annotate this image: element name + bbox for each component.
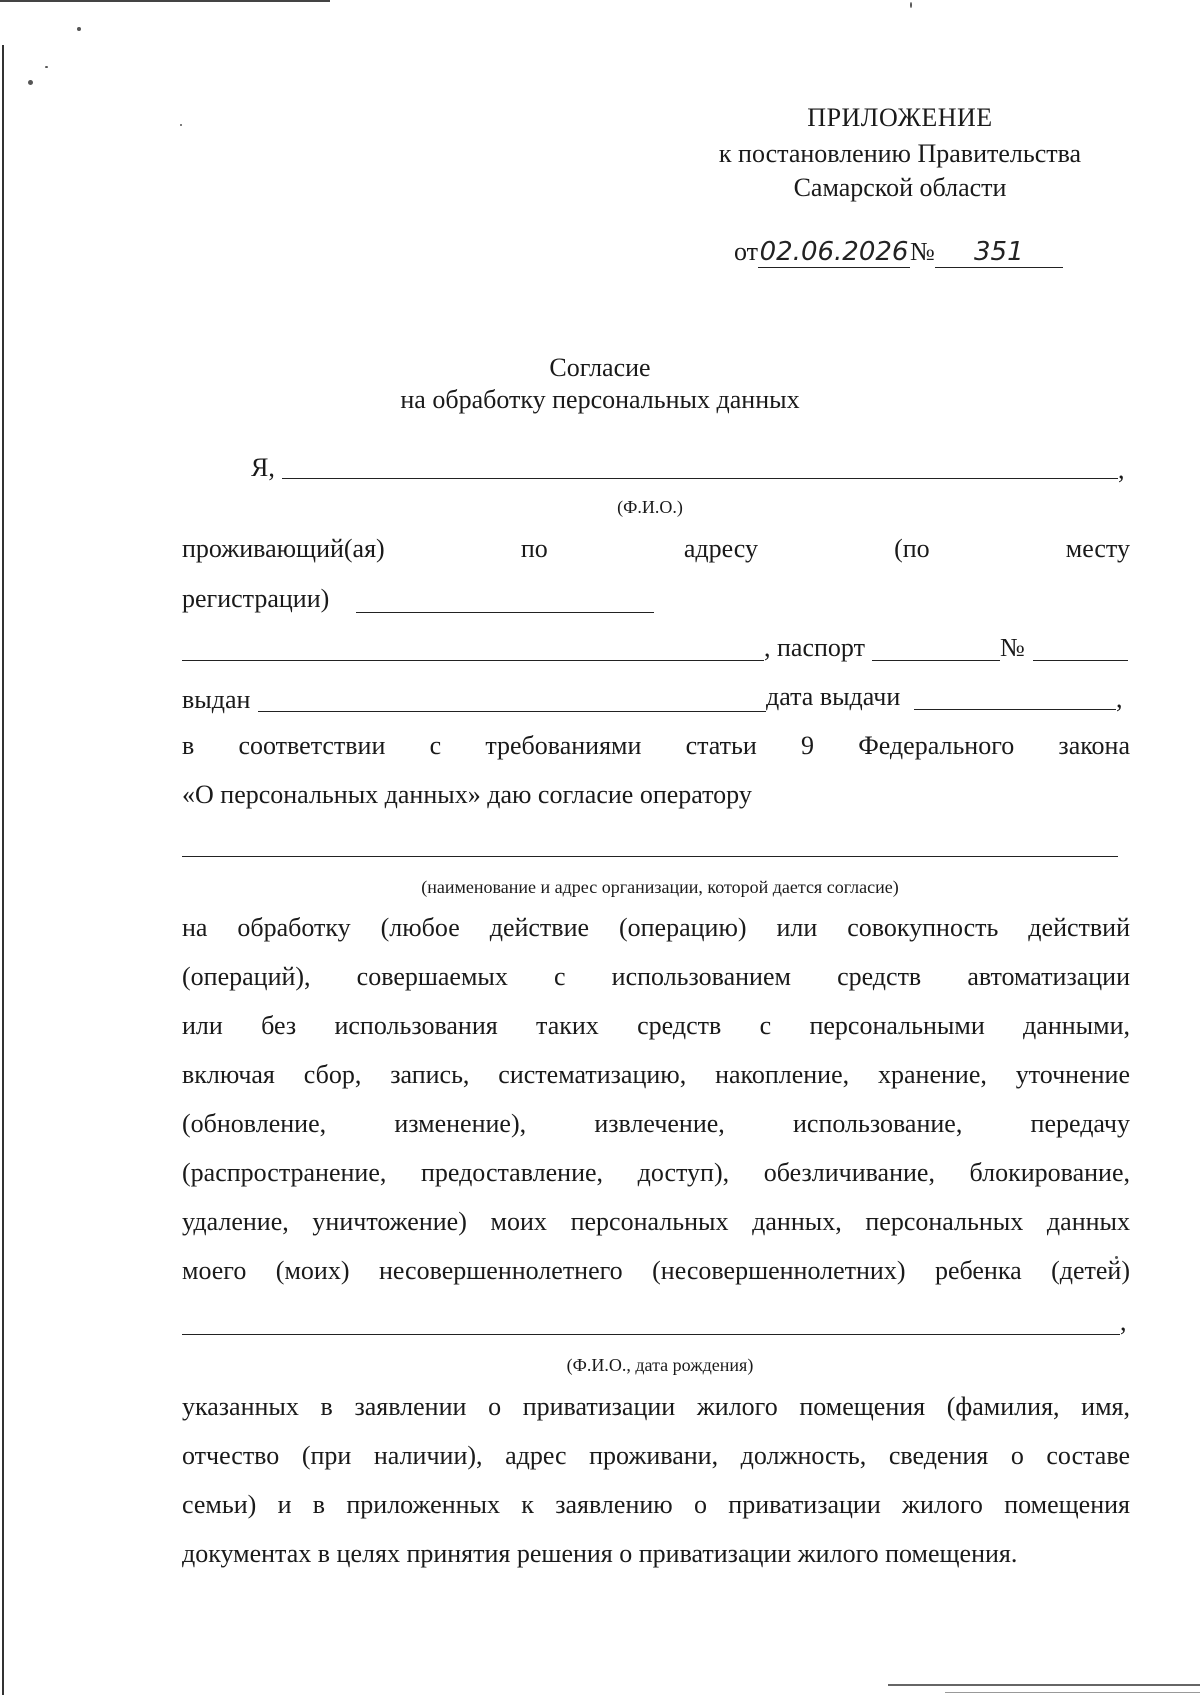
final-line: документах в целях принятия решения о приватизации жилого помещения. — [182, 1539, 1018, 1568]
scan-speck — [45, 66, 48, 68]
scan-edge-line — [0, 0, 330, 2]
body-line: (распространение, предоставление, доступ), обезличивание, блокирование, — [182, 1158, 1130, 1187]
issue-date-blank[interactable] — [914, 709, 1116, 710]
body-line: на обработку (любое действие (операцию) или совокупность действий — [182, 913, 1130, 942]
law-word: 9 — [801, 731, 814, 760]
i-end-comma: , — [1118, 455, 1125, 484]
law-line-2: «О персональных данных» даю согласие оператору — [182, 780, 752, 809]
body-line: (обновление, изменение), извлечение, использование, передачу — [182, 1109, 1130, 1138]
final-line: указанных в заявлении о приватизации жилого помещения (фамилия, имя, — [182, 1392, 1130, 1421]
issued-by-blank[interactable] — [258, 711, 766, 712]
decree-prefix: от — [734, 237, 759, 266]
scan-speck — [180, 124, 182, 126]
scan-edge-line — [888, 1684, 1200, 1686]
i-label: Я, — [251, 453, 275, 482]
scan-edge-line — [945, 1692, 1200, 1693]
decree-reference — [734, 236, 1063, 268]
scan-speck — [910, 2, 912, 8]
operator-blank[interactable] — [182, 856, 1118, 857]
law-word: с — [429, 731, 442, 760]
issued-label: выдан — [182, 685, 251, 714]
passport-label: , паспорт — [764, 633, 865, 662]
residing-word: месту — [1065, 534, 1130, 563]
passport-number-sign: № — [1000, 633, 1025, 662]
issue-date-label: дата выдачи — [766, 682, 901, 711]
body-line: или без использования таких средств с персональными данными, — [182, 1011, 1130, 1040]
annex-subtitle: к постановлению Правительства — [718, 139, 1082, 168]
child-caption: (Ф.И.О., дата рождения) — [566, 1355, 754, 1375]
org-caption: (наименование и адрес организации, которой дается согласие) — [421, 877, 899, 897]
child-blank[interactable] — [182, 1334, 1120, 1335]
annex-title: ПРИЛОЖЕНИЕ — [807, 103, 993, 132]
final-line: отчество (при наличии), адрес проживани, должность, сведения о составе — [182, 1441, 1130, 1470]
law-word: соответствии — [238, 731, 386, 760]
residing-word: по — [520, 534, 548, 563]
law-word: Федерального — [858, 731, 1015, 760]
body-line: моего (моих) несовершеннолетнего (несовершеннолетних) ребенка (детей) — [182, 1256, 1130, 1285]
residing-line — [182, 533, 1130, 565]
body-line: удаление, уничтожение) моих персональных данных, персональных данных — [182, 1207, 1130, 1236]
decree-number-sign: № — [910, 237, 935, 266]
law-word: требованиями — [485, 731, 642, 760]
issue-date-end-comma: , — [1116, 684, 1123, 713]
passport-number-blank[interactable] — [1033, 660, 1128, 661]
address-continuation-blank[interactable] — [182, 660, 764, 661]
passport-series-blank[interactable] — [872, 660, 1000, 661]
fio-blank[interactable] — [282, 478, 1118, 479]
decree-date: 02.06.2026 — [759, 237, 909, 267]
registration-label: регистрации) — [182, 584, 330, 613]
scan-edge-line — [2, 45, 4, 1695]
body-line: (операций), совершаемых с использованием средств автоматизации — [182, 962, 1130, 991]
fio-caption: (Ф.И.О.) — [617, 497, 683, 517]
scan-speck — [28, 80, 33, 85]
law-word: закона — [1058, 731, 1130, 760]
document-title: Согласие — [549, 353, 651, 382]
scan-speck — [77, 27, 81, 31]
body-line: включая сбор, запись, систематизацию, накопление, хранение, уточнение — [182, 1060, 1130, 1089]
residing-word: (по — [894, 534, 930, 563]
decree-number: 351 — [935, 237, 1063, 268]
document-subtitle: на обработку персональных данных — [400, 385, 800, 414]
law-word: статьи — [685, 731, 757, 760]
registration-address-blank[interactable] — [356, 612, 654, 613]
law-line — [182, 730, 1130, 762]
law-word: в — [182, 731, 195, 760]
final-line: семьи) и в приложенных к заявлению о приватизации жилого помещения — [182, 1490, 1130, 1519]
child-end-comma: , — [1120, 1307, 1127, 1336]
residing-word: проживающий(ая) — [182, 534, 385, 563]
residing-word: адресу — [683, 534, 758, 563]
annex-region: Самарской области — [793, 173, 1007, 202]
